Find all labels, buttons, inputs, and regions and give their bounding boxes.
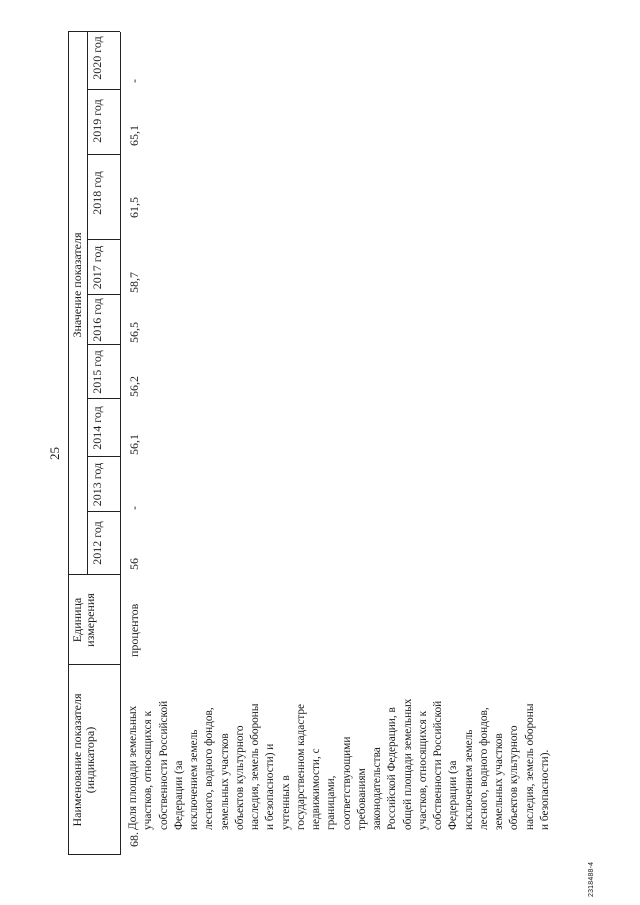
description-line: общей площади земельных (401, 698, 414, 830)
page-number: 25 (47, 447, 62, 460)
description-line: Федерации (за (172, 760, 185, 830)
year-header: 2016 год (90, 298, 104, 342)
description-line: соответствующими (340, 736, 353, 830)
description-line: наследия, земель обороны (523, 703, 536, 830)
description-line: и безопасности). (538, 749, 551, 830)
header-name: Наименование показателя (индикатора) (70, 693, 97, 827)
description-line: участков, относящихся к (142, 710, 155, 830)
row-value: 56 (127, 558, 141, 570)
description-line: собственности Российской (432, 700, 444, 830)
description-line: исключением земель (188, 729, 200, 830)
row-number: 68. (127, 832, 141, 847)
row-value: 65,1 (127, 125, 141, 146)
description-line: объектов культурного (508, 725, 521, 830)
description-line: учтенных в (279, 775, 292, 830)
document-stamp: 2318488-4 (588, 861, 595, 897)
description-line: государственном кадастре (294, 703, 307, 830)
description-line: лесного, водного фондов, (477, 707, 490, 830)
description-line: участков, относящихся к (416, 710, 429, 830)
row-unit: процентов (127, 603, 141, 657)
description-line: Российской Федерации, в (386, 707, 399, 830)
header-values-group: Значение показателя (70, 232, 84, 338)
description-line: земельных участков (493, 733, 505, 830)
description-line: требованиям (355, 768, 368, 830)
description-line: недвижимости, с (310, 748, 322, 830)
description-line: исключением земель (462, 729, 475, 830)
description-line: собственности Российской (157, 700, 170, 830)
year-header: 2020 год (90, 36, 104, 80)
description-line: Федерации (за (447, 760, 460, 830)
header-unit: Единица измерения (70, 593, 97, 647)
year-header: 2019 год (90, 99, 104, 143)
row-description (126, 699, 553, 830)
row-value: 56,5 (127, 322, 141, 343)
row-value: - (127, 506, 141, 510)
description-line: объектов культурного (233, 725, 246, 830)
description-line: земельных участков (218, 733, 231, 830)
row-value: 56,1 (127, 434, 141, 455)
row-value: 56,2 (127, 376, 141, 397)
description-line: наследия, земель обороны (249, 703, 261, 830)
row-value: 58,7 (127, 272, 141, 293)
year-header: 2017 год (90, 245, 104, 290)
description-line: законодательства (371, 747, 383, 830)
row-value: 61,5 (127, 197, 141, 218)
year-header: 2013 год (90, 462, 104, 507)
row-value: - (127, 79, 141, 83)
year-header: 2014 год (90, 406, 104, 450)
description-line: Доля площади земельных (127, 705, 139, 830)
year-header: 2015 год (90, 350, 104, 394)
description-line: лесного, водного фондов, (203, 707, 216, 830)
description-line: границами, (325, 775, 338, 830)
year-header: 2018 год (90, 171, 104, 215)
description-line: и безопасности) и (264, 743, 277, 830)
year-header: 2012 год (90, 521, 104, 565)
